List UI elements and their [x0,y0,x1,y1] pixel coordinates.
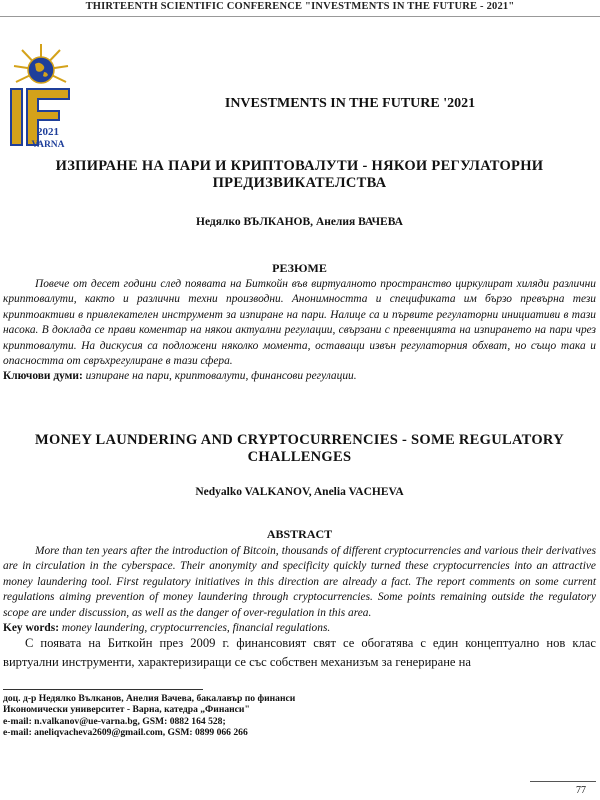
en-title-line1: MONEY LAUNDERING AND CRYPTOCURRENCIES - SOME REGULATORY [35,432,564,448]
bg-title [3,158,596,192]
bg-abstract-heading: РЕЗЮМЕ [272,261,327,275]
en-keywords-label: Key words: [3,622,59,635]
footnote-line3: e-mail: n.valkanov@ue-varna.bg, GSM: 0882 164 528; [3,715,226,727]
bg-keywords-label: Ключови думи: [3,370,83,383]
bg-authors: Недялко ВЪЛКАНОВ, Анелия ВАЧЕВА [196,216,403,228]
body-text: С появата на Биткойн през 2009 г. финансовият свят се обогатява с един концептуално нов клас виртуални инструменти, характеризиращи се със собствен механизъм за генериране на [3,636,596,669]
footnote-line2: Икономически университет - Варна, катедра „Финанси" [3,704,250,716]
bg-abstract [3,277,596,384]
footnote-divider [3,689,203,690]
bg-title-line1: ИЗПИРАНЕ НА ПАРИ И КРИПТОВАЛУТИ - НЯКОИ РЕГУЛАТОРНИ [55,158,544,174]
en-keywords-text: money laundering, cryptocurrencies, financial regulations. [61,622,331,635]
bg-keywords-text: изпиране на пари, криптовалути, финансови регулации. [85,370,357,383]
page-number: 77 [576,785,586,796]
logo-year: 2021 [37,126,59,138]
author-footnote [3,693,563,739]
footnote-line4: e-mail: aneliqvacheva2609@gmail.com, GSM: 0899 066 266 [3,727,248,739]
en-title [3,432,596,466]
en-abstract-text: More than ten years after the introduction of Bitcoin, thousands of different cryptocurrencies and various their derivatives are in circulation in the cyberspace. Their anonymity and specificity quickly turned these cryptocurrencies into an attractive money laundering tool. First regulatory initiatives in this direction are already a fact. The report comments on some current regulations aiming prevention of money laundering through cryptocurrencies. Some points remaining outside the regulatory scope are under discussion, as well as the danger of over-regulation in this area. [3,545,596,619]
en-abstract-heading: ABSTRACT [266,527,333,541]
footnote-line1: доц. д-р Недялко Вълканов, Анелия Вачева, бакалавър по финанси [3,693,296,704]
en-title-line2: CHALLENGES [247,449,352,465]
bg-keywords [3,369,596,384]
conference-title: INVESTMENTS IN THE FUTURE '2021 [224,96,476,111]
en-abstract [3,544,596,636]
en-authors: Nedyalko VALKANOV, Anelia VACHEVA [195,486,404,498]
bg-title-line2: ПРЕДИЗВИКАТЕЛСТВА [212,175,387,191]
conference-logo [4,40,78,160]
logo-city: VARNA [31,140,65,150]
running-header: THIRTEENTH SCIENTIFIC CONFERENCE "INVESTMENTS IN THE FUTURE - 2021" [0,0,600,17]
bg-abstract-text: Повече от десет години след появата на Биткойн във виртуалното пространство циркулират хиляди различни криптовалути, както и различни техни производни. Анонимността и спецификата им бързо превърна тези криптоактиви в привлекателен инструмент за изпиране на пари. Налице са и първите регулаторни инициативи в тази насока. В доклада се прави коментар на някои актуални регулации, свързани с превенцията на изпирането на пари чрез криптовалути. На дискусия са подложени няколко момента, оставащи извън регулаторния обхват, но също така и опасността от свръхрегулиране в тази сфера. [3,278,596,368]
page-number-divider [530,781,596,782]
body-paragraph [3,634,596,672]
